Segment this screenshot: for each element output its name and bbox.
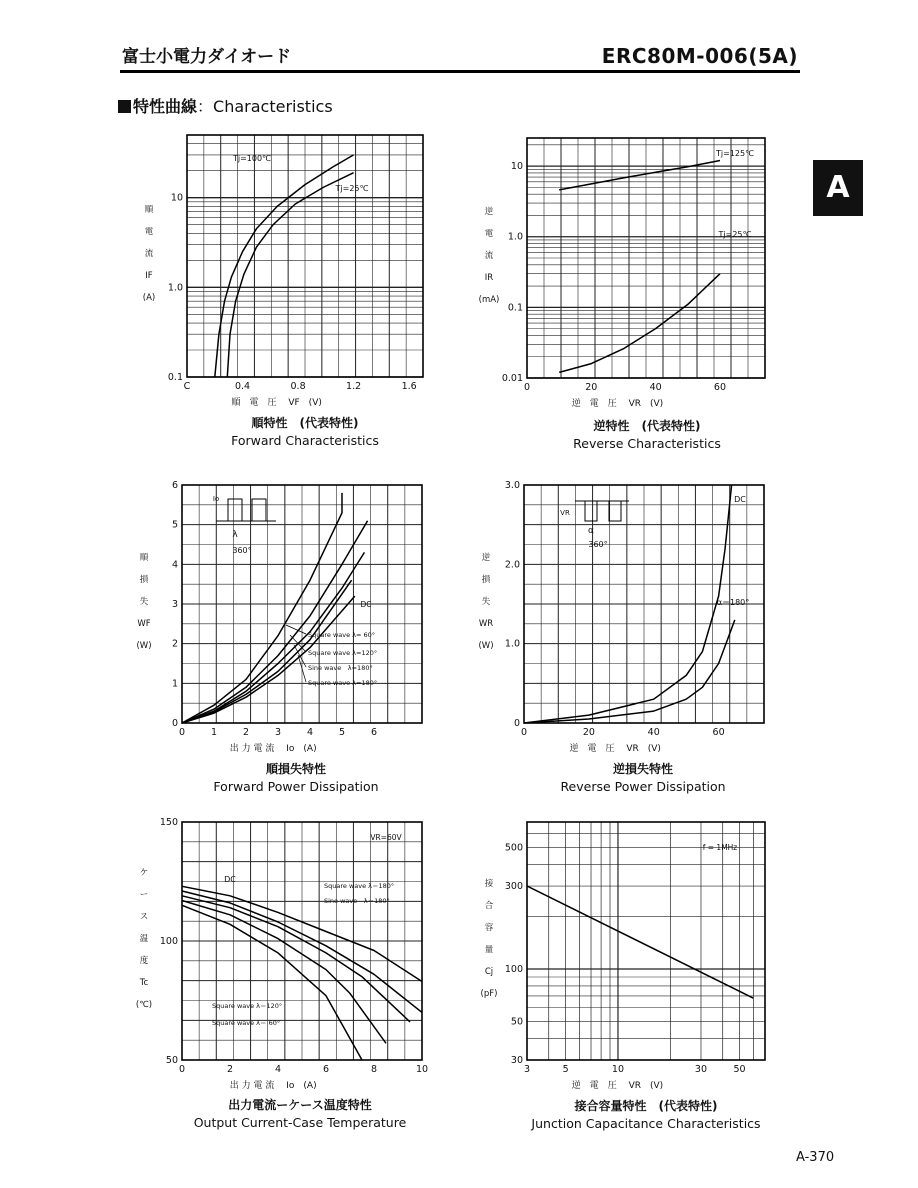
rev-power-inset-period: 360° [588,540,608,549]
case-temp-series-label: Sine wave λ＝180° [324,897,390,905]
case_temp-ylabel: ー [139,890,149,900]
case_temp-ylabel: (℃) [135,1000,153,1010]
fwd_power-ytick-label: 4 [171,559,178,571]
fwd_power-ylabel: 損 [139,575,149,585]
rev-power-inset-alpha: α [588,526,594,536]
case-temp-series-label: Square wave λ＝ 60° [212,1019,281,1027]
rev_power-ytick-label: 1.0 [504,638,520,650]
caption-reverse [497,417,797,451]
fwd_power-series-line [182,521,368,723]
caption-case-temp-jp: 出力電流ーケース温度特性 [228,1098,372,1112]
rev_power-xlabel: 逆 電 圧 VR (V) [569,744,661,754]
rev_power-ylabel: 逆 [481,553,491,563]
caption-case-temp-en: Output Current-Case Temperature [193,1115,407,1130]
forward-ylabel: 順 [144,205,154,215]
forward-ytick-label: 0.1 [167,372,183,383]
caption-forward [155,414,455,448]
chart-junction-capacitance [465,812,785,1112]
caption-forward-jp: 順特性 (代表特性) [251,416,359,430]
caption-reverse-jp: 逆特性 (代表特性) [593,419,701,433]
page-number: A-370 [796,1150,835,1165]
reverse-series-label: Tj=125℃ [715,149,755,158]
capacitance-frame [527,822,765,1060]
fwd_power-xtick-label: 0 [178,727,186,738]
fwd_power-series-line [182,493,342,723]
caption-case-temp [150,1096,450,1130]
case_temp-ytick-label: 100 [159,936,178,947]
capacitance-xlabel: 逆 電 圧 VR (V) [571,1081,664,1091]
reverse-ylabel: 電 [484,229,494,239]
capacitance-ylabel: Cj [484,967,494,977]
fwd_power-ylabel: 順 [139,553,149,563]
forward-ylabel: (A) [142,293,156,303]
caption-fwd-power-en: Forward Power Dissipation [213,779,379,794]
capacitance-ytick-label: 100 [504,964,523,976]
section-title-en: Characteristics [213,97,333,116]
forward-ylabel: 電 [144,227,154,237]
fwd_power-ytick-label: 3 [171,599,178,610]
case_temp-ytick-label: 50 [165,1055,178,1066]
fwd-power-series-label: Square wave λ=120° [308,649,378,657]
case_temp-xtick-label: 0 [178,1064,186,1075]
rev_power-ytick-label: 3.0 [504,480,520,491]
chart-reverse-power-dissipation [465,475,785,775]
section-square-icon [118,100,131,113]
case_temp-xtick-label: 6 [322,1064,330,1075]
section-title-jp: 特性曲線 [133,97,198,116]
forward-xlabel: 順 電 圧 VF (V) [231,398,322,408]
caption-fwd-power [146,760,446,794]
case_temp-xtick-label: 2 [226,1064,234,1075]
fwd_power-xlabel: 出 力 電 流 Io (A) [229,744,317,754]
fwd_power-ytick-label: 0 [171,718,178,729]
capacitance-note: f = 1MHz [702,843,738,852]
reverse-ylabel: 流 [484,251,494,261]
caption-rev-power-en: Reverse Power Dissipation [560,779,726,794]
reverse-ylabel: IR [484,273,494,283]
rev-power-series-label: DC [734,495,746,504]
fwd_power-ylabel: WF [137,619,151,629]
fwd_power-ytick-label: 2 [171,638,178,650]
fwd_power-xtick-label: 6 [370,727,378,738]
case_temp-xtick-label: 4 [274,1064,282,1075]
rev-power-inset-vr: VR [560,509,570,517]
reverse-xtick-label: 20 [585,382,598,393]
capacitance-ylabel: 容 [484,923,494,933]
case-temp-series-label: Square wave λ＝180° [324,882,395,890]
caption-capacitance-jp: 接合容量特性 (代表特性) [574,1099,718,1113]
reverse-xtick-label: 40 [649,382,662,393]
case_temp-ylabel: 温 [139,934,149,944]
rev_power-ylabel: (W) [478,641,494,651]
case-temp-series-label: DC [224,875,236,884]
caption-reverse-en: Reverse Characteristics [573,436,721,451]
forward-xtick-label: C [183,381,191,392]
header-rule [120,70,800,73]
case_temp-ylabel: ケ [139,868,149,878]
forward-xtick-label: 0.4 [234,381,251,392]
reverse-ytick-label: 1.0 [507,231,523,243]
chart-reverse-characteristics [465,130,785,430]
capacitance-ytick-label: 30 [510,1055,523,1066]
reverse-ylabel: 逆 [484,207,494,217]
capacitance-ylabel: 量 [484,945,494,955]
reverse-ylabel: (mA) [478,295,500,305]
fwd-power-series-label: DC [360,600,372,609]
fwd_power-series-line [182,596,355,723]
rev-power-inset-pulse [585,501,597,521]
rev_power-series-line [524,620,735,723]
rev_power-ytick-label: 0 [513,718,520,729]
forward-series-label: Tj=100℃ [232,154,272,163]
caption-forward-en: Forward Characteristics [231,433,379,448]
forward-ylabel: IF [145,271,153,281]
fwd-power-inset-lambda: λ [232,530,238,540]
rev_power-xtick-label: 40 [647,727,660,738]
rev_power-xtick-label: 0 [520,727,528,738]
rev-power-series-label: α＝180° [716,598,750,607]
capacitance-ytick-label: 50 [510,1016,523,1028]
forward-xtick-label: 1.2 [346,381,362,392]
fwd-power-inset-pulse [228,499,242,521]
caption-rev-power [493,760,793,794]
fwd_power-ytick-label: 1 [171,678,178,690]
case-temp-series-label: Square wave λ＝120° [212,1002,283,1010]
case_temp-ytick-label: 150 [159,817,178,828]
capacitance-ytick-label: 300 [504,881,523,893]
forward-grid [187,135,423,377]
caption-capacitance-en: Junction Capacitance Characteristics [531,1116,761,1131]
chart-forward-characteristics [130,125,450,425]
forward-series-label: Tj=25℃ [335,184,369,193]
fwd_power-ytick-label: 5 [171,519,178,531]
capacitance-ylabel: 接 [484,879,494,889]
fwd_power-ytick-label: 6 [171,480,178,491]
capacitance-xtick-label: 10 [611,1064,625,1075]
reverse-xtick-label: 60 [713,382,727,393]
case_temp-ylabel: Tc [139,978,149,988]
fwd_power-ylabel: (W) [136,641,152,651]
section-title-sep: ： [197,97,214,116]
forward-ytick-label: 10 [170,192,183,204]
chart-output-current-case-temperature [128,812,448,1112]
fwd_power-xtick-label: 2 [242,727,250,738]
caption-capacitance [496,1097,796,1131]
reverse-series-line [559,161,720,190]
forward-series-line [215,155,354,377]
fwd-power-inset-pulse [252,499,266,521]
caption-fwd-power-jp: 順損失特性 [265,762,326,776]
fwd_power-xtick-label: 4 [306,727,314,738]
fwd-power-series-label: Sine wave λ=180° [308,664,373,672]
reverse-series-label: Tj=25℃ [718,230,752,239]
forward-xtick-label: 1.6 [401,381,417,392]
capacitance-ylabel: (pF) [480,989,498,999]
capacitance-series-line [527,886,753,998]
capacitance-grid [527,822,765,1060]
fwd-power-inset-io: Io [212,495,220,503]
case-temp-note: VR=60V [370,833,402,842]
forward-ytick-label: 1.0 [167,282,183,294]
rev_power-ylabel: 損 [481,575,491,585]
case_temp-xlabel: 出 力 電 流 Io (A) [229,1081,317,1091]
fwd-power-inset-period: 360° [232,546,252,555]
case_temp-series-line [182,905,362,1060]
reverse-ytick-label: 0.1 [507,302,523,314]
reverse-xlabel: 逆 電 圧 VR (V) [571,399,664,409]
forward-ylabel: 流 [144,249,154,259]
rev_power-ylabel: WR [478,619,494,629]
section-title [118,94,333,117]
reverse-ytick-label: 0.01 [501,373,523,384]
chart-forward-power-dissipation [128,475,448,775]
capacitance-xtick-label: 3 [523,1064,531,1075]
rev-power-inset-pulse [609,501,621,521]
rev_power-xtick-label: 60 [712,727,725,738]
case_temp-xtick-label: 10 [415,1064,429,1075]
rev_power-ylabel: 失 [481,597,491,607]
fwd_power-xtick-label: 1 [210,727,218,738]
reverse-ytick-label: 10 [510,161,523,173]
case_temp-xtick-label: 8 [370,1064,378,1075]
capacitance-xtick-label: 50 [733,1064,746,1075]
forward-xtick-label: 0.8 [290,381,306,392]
capacitance-xtick-label: 30 [694,1064,708,1075]
fwd_power-ylabel: 失 [139,597,149,607]
rev_power-ytick-label: 2.0 [504,559,520,571]
header-part-number: ERC80M-006(5A) [601,44,798,68]
forward-series-line [227,173,353,377]
reverse-xtick-label: 0 [523,382,531,393]
fwd-power-series-label: Square wave λ=180° [308,679,378,687]
case_temp-ylabel: ス [139,912,149,922]
fwd_power-xtick-label: 3 [274,727,282,738]
capacitance-xtick-label: 5 [562,1064,569,1075]
rev_power-xtick-label: 20 [582,727,595,738]
header-product-family: 富士小電力ダイオード [122,47,292,67]
index-tab-a: A [813,160,863,216]
capacitance-ylabel: 合 [484,901,494,911]
caption-rev-power-jp: 逆損失特性 [612,762,673,776]
fwd_power-xtick-label: 5 [338,727,346,738]
case_temp-ylabel: 度 [139,956,149,966]
capacitance-ytick-label: 500 [504,842,523,854]
fwd-power-series-label: Square wave λ= 60° [308,631,376,639]
